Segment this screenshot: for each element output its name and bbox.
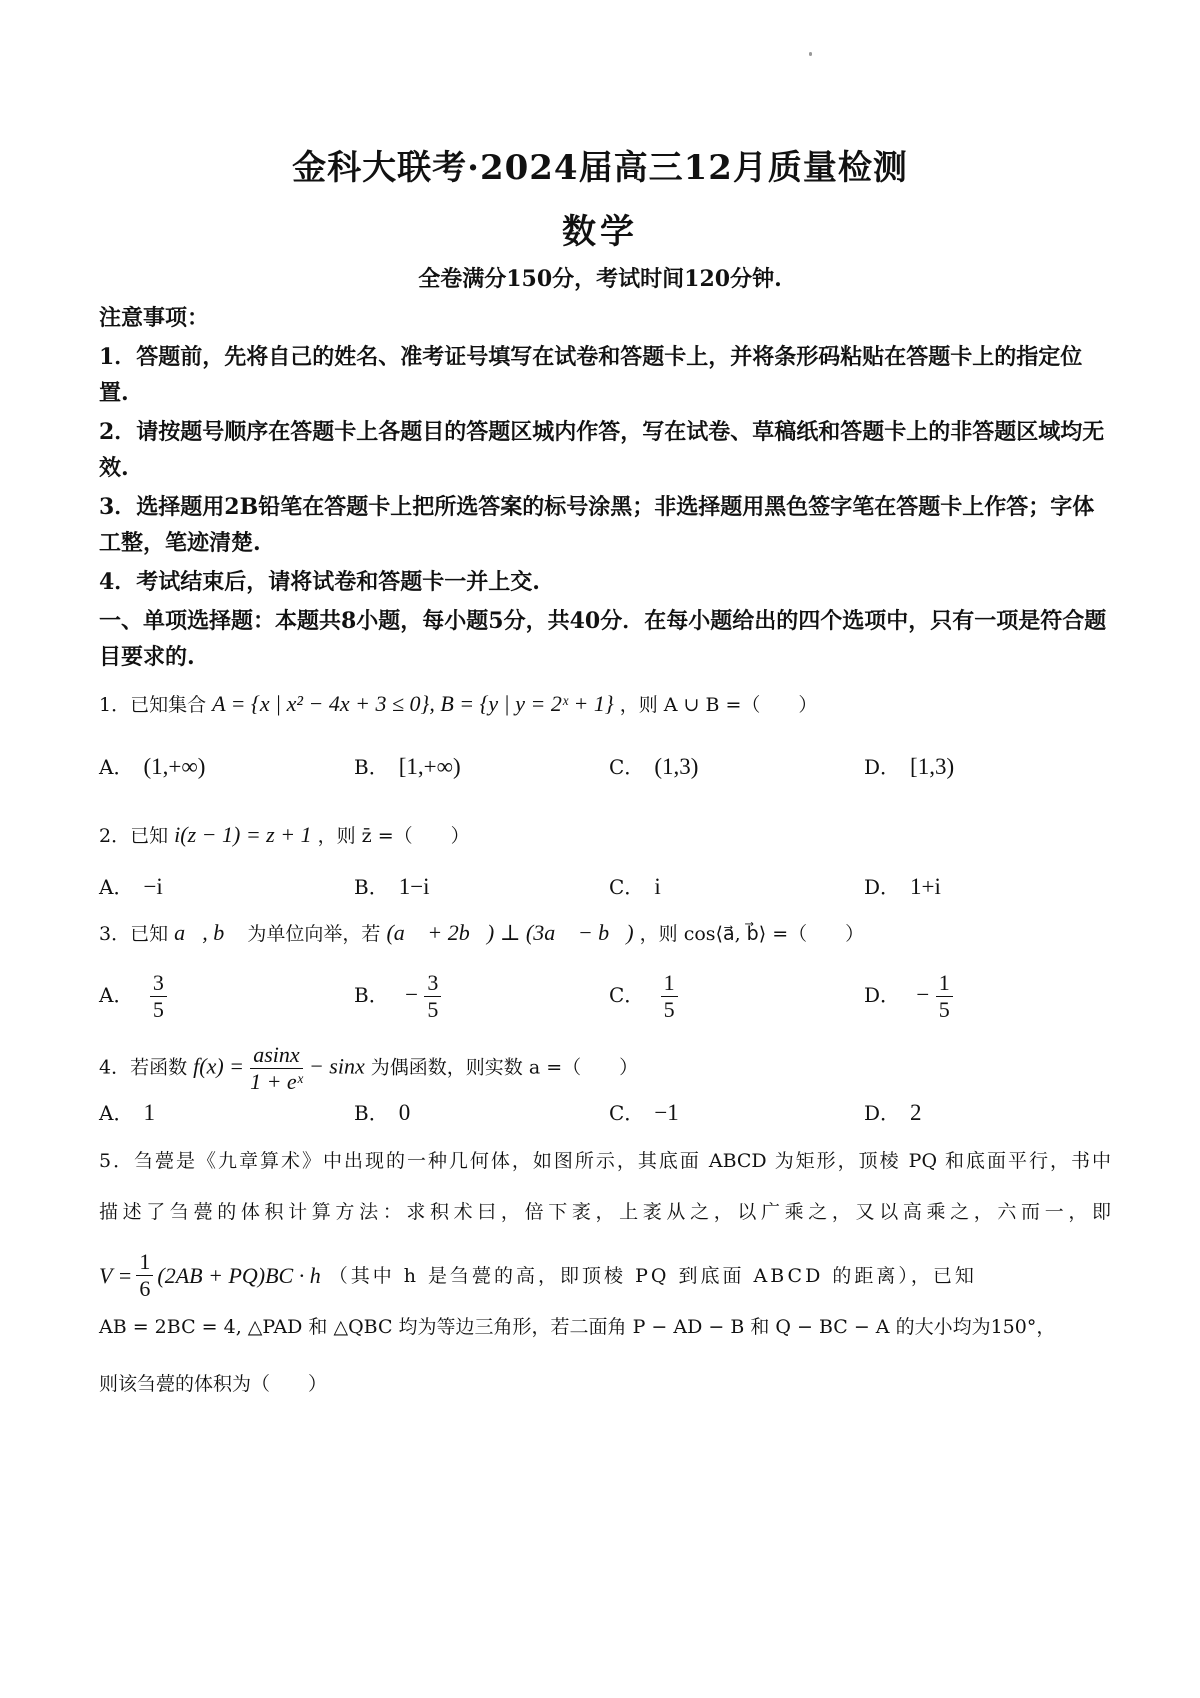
option-fraction [424,970,441,1023]
q1-option-d [864,752,954,782]
q4-suffix: 为偶函数，则实数 a =（ ） [370,1056,639,1079]
q2-option-d [864,872,941,902]
q2-option-a [99,872,163,902]
q3-option-a [99,970,167,1023]
q4-option-d [864,1098,922,1128]
option-value: −i [143,874,163,899]
q1-suffix: ，则 A ∪ B =（ ） [619,694,818,716]
note-item: 4．考试结束后，请将试卷和答题卡一并上交. [99,569,540,595]
q2-suffix: ，则 z̄ =（ ） [317,825,470,847]
option-letter: A． [99,1101,134,1125]
option-value: −1 [654,1100,679,1125]
option-letter: A． [99,983,134,1007]
q5-line-2: 描述了刍甍的体积计算方法：求积术曰，倍下袤，上袤从之，以广乘之，又以高乘之，六而一，即 [99,1201,1111,1223]
fraction-denominator: 5 [427,997,439,1022]
note-item: 3．选择题用2B铅笔在答题卡上把所选答案的标号涂黑；非选择题用黑色签字笔在答题卡上作答；字体工整，笔迹清楚. [99,494,1095,556]
notes-block [99,300,1111,678]
q5-line-4: AB = 2BC = 4, △PAD 和 △QBC 均为等边三角形，若二面角 P − AD − B 和 Q − BC − A 的大小均为150°， [99,1316,1056,1338]
q4-lhs: f(x) = [193,1053,245,1079]
q3-suffix: ，则 cos⟨a⃗, b⃗⟩ =（ ） [639,923,865,945]
q2-prefix: 2．已知 [99,825,169,847]
q4-rest: − sinx [308,1053,365,1079]
fraction-denominator: 5 [152,997,164,1022]
option-letter: C． [609,1101,645,1125]
option-fraction [661,970,678,1023]
fraction-denominator: 6 [139,1276,151,1301]
q1-math: A = {x | x² − 4x + 3 ≤ 0}, B = {y | y = 2ˣ + 1} [212,691,614,716]
section-heading: 一、单项选择题：本题共8小题，每小题5分，共40分．在每小题给出的四个选项中，只有一项是符合题目要求的. [99,608,1107,670]
q3-option-c [609,970,678,1023]
exam-subject: 数学 [562,212,638,252]
fraction-numerator: 3 [424,970,441,997]
option-letter: B． [354,755,389,779]
option-letter: D． [864,875,901,899]
q5-formula-fraction [136,1249,153,1302]
option-value: [1,+∞) [398,754,461,779]
q1-option-c [609,752,698,782]
fraction-numerator: 1 [136,1249,153,1276]
option-value: (1,3) [654,754,699,779]
question-4-stem [99,1042,638,1095]
q4-prefix: 4．若函数 [99,1056,188,1079]
fraction-numerator: asinx [250,1042,302,1069]
q1-option-b [354,752,461,782]
option-sign: − [916,982,930,1007]
option-fraction [150,970,167,1023]
q5-formula-rhs: (2AB + PQ)BC · h [157,1262,321,1288]
option-value: i [654,874,661,899]
q5-line-formula [99,1249,1111,1302]
option-letter: D． [864,983,901,1007]
scan-speck [809,52,812,56]
option-value: 1−i [398,874,430,899]
note-item: 2．请按题号顺序在答题卡上各题目的答题区城内作答，写在试卷、草稿纸和答题卡上的非答题区域均无效. [99,419,1105,481]
option-value: 0 [398,1100,411,1125]
q3-option-d [864,970,953,1023]
q5-formula-lhs: V = [99,1262,133,1288]
q3-option-b [354,970,441,1023]
q2-option-b [354,872,430,902]
q3-math: a⃗, b⃗ [174,920,242,945]
option-value: 1 [143,1100,155,1125]
option-letter: C． [609,755,645,779]
q2-option-c [609,872,661,902]
fraction-numerator: 3 [150,970,167,997]
q5-line-5: 则该刍甍的体积为（ ） [99,1373,328,1395]
option-letter: B． [354,1101,389,1125]
q4-option-a [99,1098,155,1128]
option-letter: B． [354,875,389,899]
option-letter: D． [864,1101,901,1125]
fraction-denominator: 1 + eˣ [250,1069,303,1094]
question-3-stem [99,918,864,949]
exam-info: 全卷满分150分，考试时间120分钟. [418,266,782,292]
option-letter: C． [609,983,645,1007]
fraction-numerator: 1 [936,970,953,997]
q4-option-c [609,1098,679,1128]
q3-prefix: 3．已知 [99,923,169,945]
option-letter: A． [99,875,134,899]
option-fraction [936,970,953,1023]
q4-option-b [354,1098,410,1128]
option-value: [1,3) [910,754,955,779]
option-letter: D． [864,755,901,779]
option-value: (1,+∞) [143,754,206,779]
q5-line-3: （其中 h 是刍甍的高，即顶棱 PQ 到底面 ABCD 的距离），已知 [328,1264,977,1287]
option-letter: A． [99,755,134,779]
notes-heading: 注意事项： [99,305,210,331]
fraction-numerator: 1 [661,970,678,997]
q5-line-1: 5．刍甍是《九章算术》中出现的一种几何体，如图所示，其底面 ABCD 为矩形，顶棱 PQ 和底面平行，书中 [99,1150,1111,1172]
q2-math: i(z − 1) = z + 1 [174,822,312,847]
q4-fraction [250,1042,303,1095]
option-letter: C． [609,875,645,899]
option-sign: − [405,982,419,1007]
q3-mid: 为单位向举，若 [247,923,381,945]
question-2-stem [99,820,470,851]
exam-title: 金科大联考·2024届高三12月质量检测 [292,148,908,188]
question-1-stem [99,689,817,720]
fraction-denominator: 5 [938,997,950,1022]
option-value: 1+i [910,874,941,899]
option-letter: B． [354,983,389,1007]
option-value: 2 [910,1100,922,1125]
note-item: 1．答题前，先将自己的姓名、准考证号填写在试卷和答题卡上，并将条形码粘贴在答题卡上的指定位置. [99,344,1083,406]
q3-math2: (a⃗ + 2b⃗) ⊥ (3a⃗ − b⃗) [386,920,634,945]
q1-option-a [99,752,205,782]
q1-prefix: 1．已知集合 [99,694,207,716]
fraction-denominator: 5 [663,997,675,1022]
